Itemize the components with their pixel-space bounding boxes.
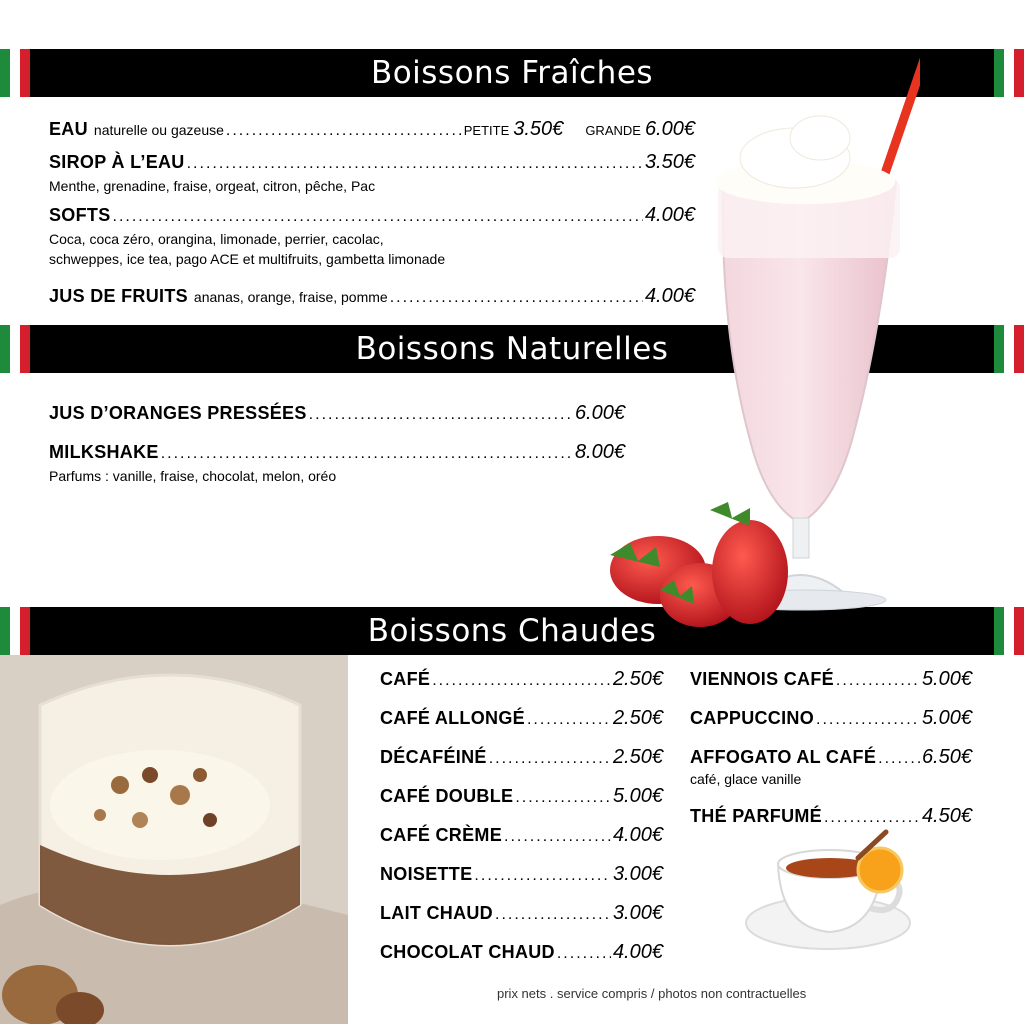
- menu-item-cappuccino: [690, 707, 972, 730]
- italian-flag-right: [994, 607, 1024, 655]
- italian-flag-left: [0, 607, 30, 655]
- item-name: SOFTS: [49, 205, 111, 225]
- item-price: 8.00€: [574, 441, 625, 463]
- italian-flag-left: [0, 49, 30, 97]
- item-price: 5.00€: [921, 707, 972, 729]
- menu-item-chocolat-chaud: [380, 941, 663, 964]
- leader-dots: [878, 750, 920, 768]
- item-inline-desc: naturelle ou gazeuse: [93, 122, 224, 138]
- item-name: SIROP À L’EAU: [49, 152, 185, 172]
- item-inline-desc: ananas, orange, fraise, pomme: [193, 289, 388, 305]
- item-name: CAPPUCCINO: [690, 708, 815, 728]
- italian-flag-left: [0, 325, 30, 373]
- item-description-line2: schweppes, ice tea, pago ACE et multifruits, gambetta limonade: [49, 251, 446, 267]
- item-price: 4.00€: [612, 941, 663, 963]
- italian-flag-right: [994, 325, 1024, 373]
- leader-dots: [432, 672, 611, 690]
- item-price: 3.50€: [644, 151, 695, 173]
- item-price: 4.00€: [612, 824, 663, 846]
- item-price: 6.50€: [921, 746, 972, 768]
- leader-dots: [113, 208, 643, 226]
- size-label-grande: GRANDE: [585, 123, 641, 138]
- item-price: 2.50€: [612, 668, 663, 690]
- leader-dots: [836, 672, 920, 690]
- milkshake-photo: [590, 0, 920, 640]
- item-name: CAFÉ ALLONGÉ: [380, 708, 525, 728]
- item-name: JUS D’ORANGES PRESSÉES: [49, 403, 307, 423]
- footer-note: prix nets . service compris / photos non contractuelles: [497, 986, 807, 1001]
- item-name: DÉCAFÉINÉ: [380, 747, 487, 767]
- tea-cup-photo: [740, 828, 920, 953]
- item-name: CHOCOLAT CHAUD: [380, 942, 555, 962]
- item-price: 3.00€: [612, 902, 663, 924]
- menu-item-jus-oranges: [49, 402, 625, 425]
- item-name: LAIT CHAUD: [380, 903, 493, 923]
- leader-dots: [309, 406, 573, 424]
- item-name: VIENNOIS CAFÉ: [690, 669, 834, 689]
- leader-dots: [557, 945, 611, 963]
- leader-dots: [474, 867, 611, 885]
- size-label-petite: PETITE: [463, 123, 510, 138]
- item-name: CAFÉ CRÈME: [380, 825, 503, 845]
- leader-dots: [504, 828, 611, 846]
- item-name: CAFÉ DOUBLE: [380, 786, 514, 806]
- item-price: 6.00€: [574, 402, 625, 424]
- leader-dots: [824, 809, 920, 827]
- item-description-line1: Coca, coca zéro, orangina, limonade, perrier, cacolac,: [49, 231, 384, 247]
- leader-dots: [527, 711, 611, 729]
- leader-dots: [226, 122, 462, 140]
- affogato-photo: [0, 655, 348, 1024]
- item-price-petite: 3.50€: [513, 118, 564, 140]
- menu-item-milkshake: [49, 441, 625, 486]
- item-price: 2.50€: [612, 707, 663, 729]
- leader-dots: [816, 711, 920, 729]
- item-price: 4.00€: [644, 285, 695, 307]
- menu-item-viennois-cafe: [690, 668, 972, 691]
- menu-item-decafeine: [380, 746, 663, 769]
- item-name: JUS DE FRUITS: [49, 286, 188, 306]
- item-price: 5.00€: [612, 785, 663, 807]
- menu-item-cafe-creme: [380, 824, 663, 847]
- item-price: 5.00€: [921, 668, 972, 690]
- leader-dots: [161, 445, 573, 463]
- item-description: Parfums : vanille, fraise, chocolat, melon, oréo: [49, 468, 337, 484]
- item-price: 2.50€: [612, 746, 663, 768]
- item-price: 3.00€: [612, 863, 663, 885]
- item-name: CAFÉ: [380, 669, 431, 689]
- italian-flag-right: [994, 49, 1024, 97]
- item-name: NOISETTE: [380, 864, 473, 884]
- item-price: 4.00€: [644, 204, 695, 226]
- menu-item-cafe: [380, 668, 663, 691]
- item-name: MILKSHAKE: [49, 442, 159, 462]
- leader-dots: [495, 906, 611, 924]
- menu-item-lait-chaud: [380, 902, 663, 925]
- item-name: AFFOGATO AL CAFÉ: [690, 747, 877, 767]
- leader-dots: [187, 155, 643, 173]
- section-title: Boissons Fraîches: [30, 49, 994, 97]
- item-price-grande: 6.00€: [644, 118, 695, 140]
- item-description: Menthe, grenadine, fraise, orgeat, citron, pêche, Pac: [49, 178, 376, 194]
- item-name: EAU: [49, 119, 88, 139]
- menu-item-affogato: [690, 746, 972, 789]
- menu-item-noisette: [380, 863, 663, 886]
- menu-item-the-parfume: [690, 805, 972, 828]
- section-title: Boissons Chaudes: [30, 607, 994, 655]
- section-title: Boissons Naturelles: [30, 325, 994, 373]
- leader-dots: [489, 750, 611, 768]
- item-name: THÉ PARFUMÉ: [690, 806, 822, 826]
- menu-item-cafe-double: [380, 785, 663, 808]
- item-price: 4.50€: [921, 805, 972, 827]
- leader-dots: [515, 789, 611, 807]
- menu-item-cafe-allonge: [380, 707, 663, 730]
- item-description: café, glace vanille: [690, 771, 802, 787]
